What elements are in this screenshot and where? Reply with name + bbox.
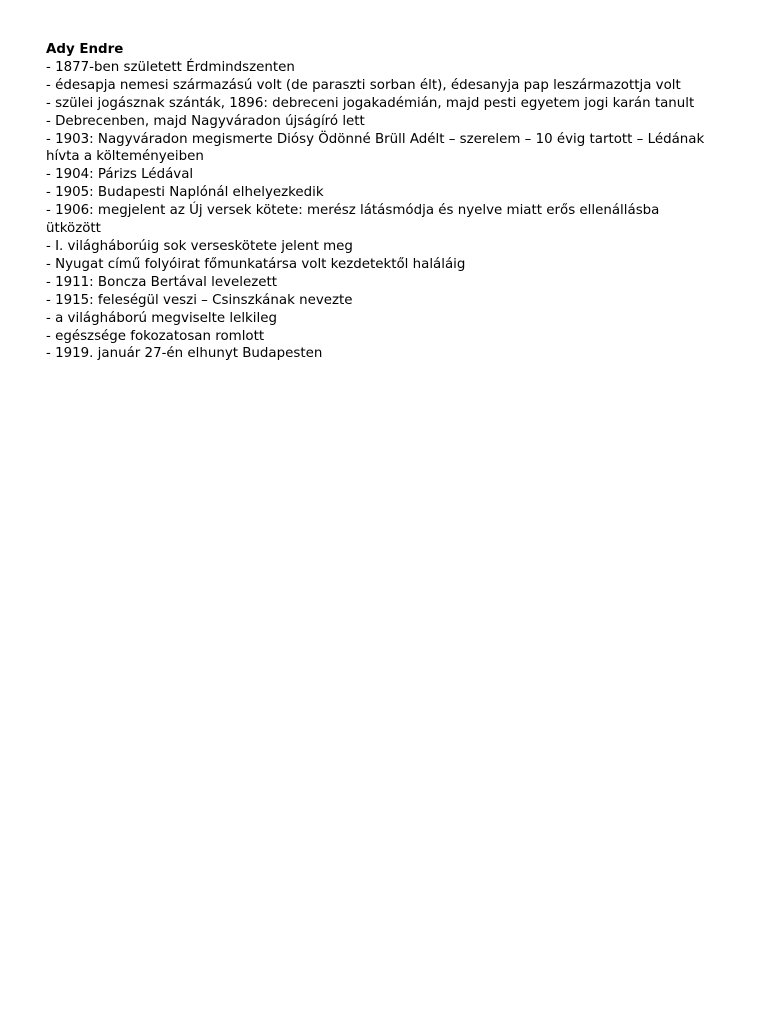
document-page: [46, 41, 716, 363]
list-item: - 1877-ben született Érdmindszenten: [46, 59, 295, 75]
list-item: - egészsége fokozatosan romlott: [46, 328, 265, 344]
list-item: - I. világháborúig sok verseskötete jelent meg: [46, 238, 353, 254]
list-item: - 1915: feleségül veszi – Csinszkának nevezte: [46, 292, 353, 308]
list-item: - 1919. január 27-én elhunyt Budapesten: [46, 346, 323, 362]
list-item: - édesapja nemesi származású volt (de paraszti sorban élt), édesanyja pap leszármazottja volt: [46, 77, 681, 93]
biography-list: [46, 59, 716, 363]
list-item: - Debrecenben, majd Nagyváradon újságíró lett: [46, 113, 365, 129]
list-item: - 1906: megjelent az Új versek kötete: merész látásmódja és nyelve miatt erős ellenállásba ütközött: [46, 203, 660, 237]
document-title: Ady Endre: [46, 42, 124, 57]
list-item: - 1905: Budapesti Naplónál elhelyezkedik: [46, 185, 324, 201]
list-item: - 1904: Párizs Lédával: [46, 167, 194, 183]
list-item: - 1903: Nagyváradon megismerte Diósy Ödönné Brüll Adélt – szerelem – 10 évig tartott – Lédának hívta a költeményeiben: [46, 131, 705, 165]
list-item: - a világháború megviselte lelkileg: [46, 310, 277, 326]
list-item: - szülei jogásznak szánták, 1896: debreceni jogakadémián, majd pesti egyetem jogi karán tanult: [46, 95, 695, 111]
list-item: - Nyugat című folyóirat főmunkatársa volt kezdetektől haláláig: [46, 256, 466, 272]
list-item: - 1911: Boncza Bertával levelezett: [46, 274, 277, 290]
